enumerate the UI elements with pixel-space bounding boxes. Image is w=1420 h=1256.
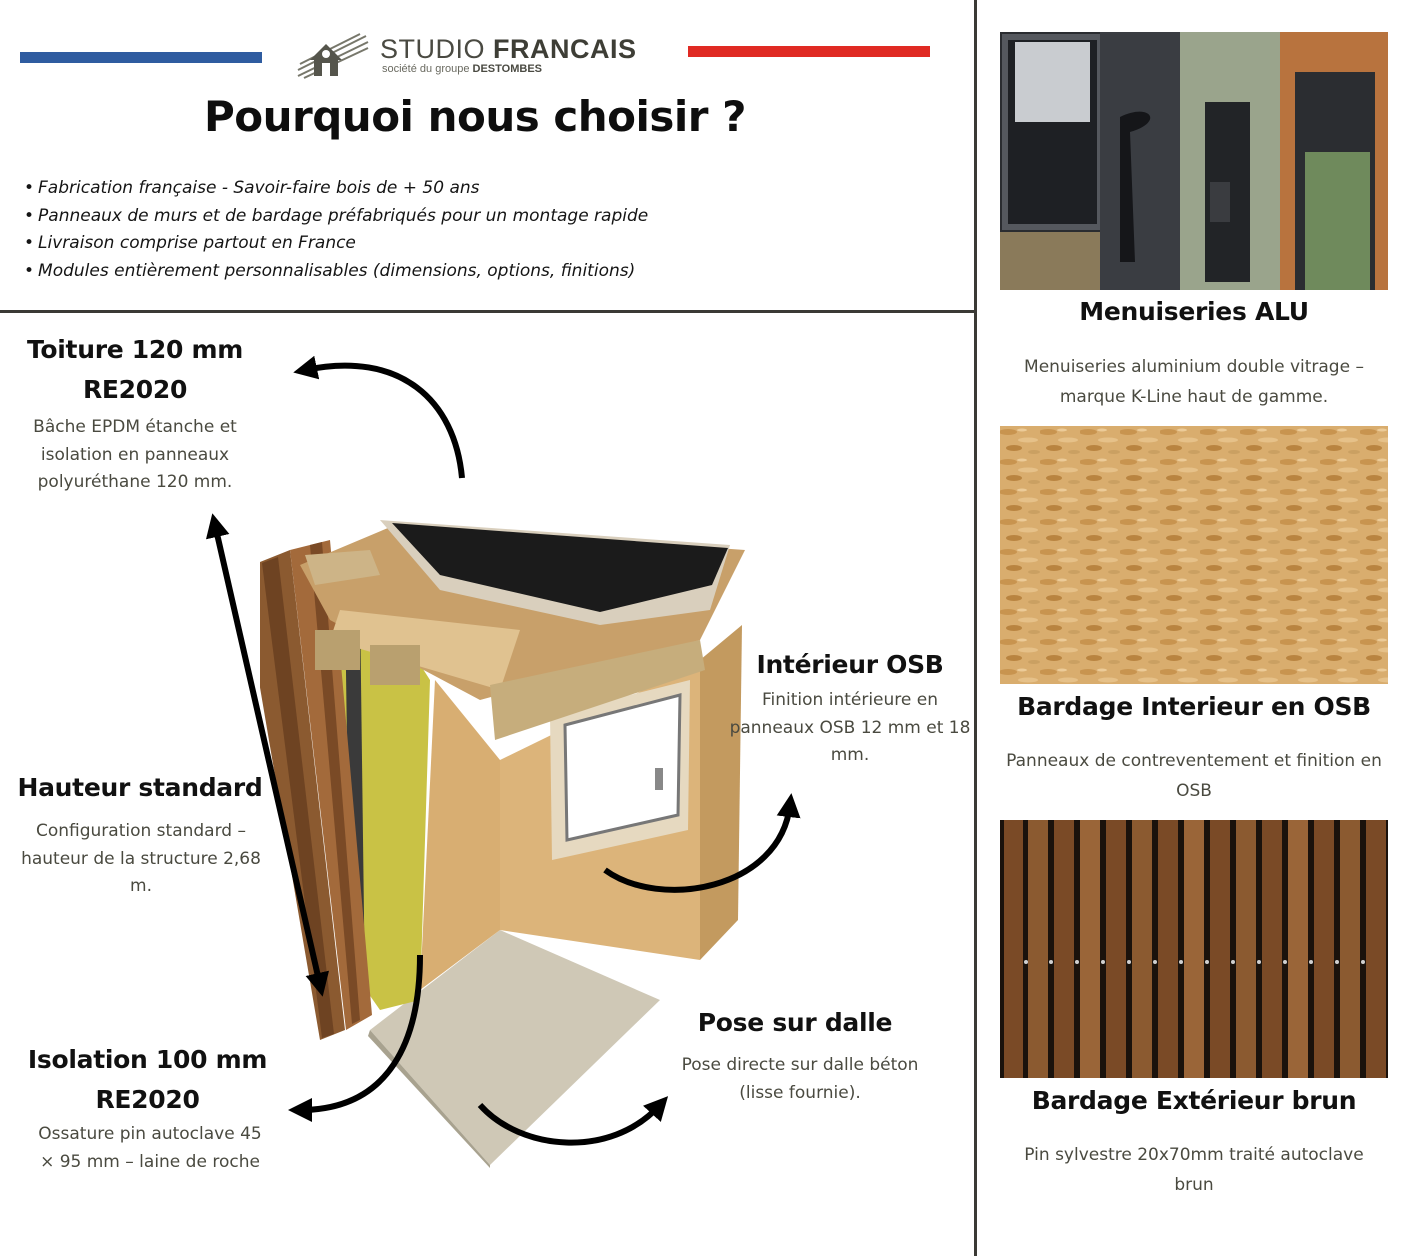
list-item: • Panneaux de murs et de bardage préfabriqués pour un montage rapide [24,205,649,226]
feature-title: Menuiseries ALU [1079,297,1309,326]
callout-isolation-title: Isolation 100 mm RE2020 [27,1045,268,1114]
aluminium-joinery-photo [1000,32,1388,290]
wood-cladding-photo [1000,820,1388,1078]
feature-description: Pin sylvestre 20x70mm traité autoclave brun [1024,1145,1364,1195]
callout-hauteur-text: Configuration standard – hauteur de la structure 2,68 m. [21,821,261,896]
arrow-pose [480,1105,660,1143]
list-item: • Fabrication française - Savoir-faire bois de + 50 ans [24,178,480,198]
arrow-toiture [305,366,462,478]
callout-hauteur-title: Hauteur standard [17,773,263,802]
osb-texture-photo [1000,426,1388,684]
callout-interieur-text: Finition intérieure en panneaux OSB 12 mm et 18 mm. [729,690,971,765]
feature-title: Bardage Interieur en OSB [1017,692,1371,721]
feature-title: Bardage Extérieur brun [1031,1086,1357,1115]
arrow-hauteur [215,525,320,985]
brand-tagline: société du groupe DESTOMBES [382,63,542,75]
callout-pose-text: Pose directe sur dalle béton (lisse fournie). [681,1055,919,1103]
list-item: • Modules entièrement personnalisables (dimensions, options, finitions) [24,260,636,281]
feature-description: Menuiseries aluminium double vitrage – marque K-Line haut de gamme. [1024,357,1364,407]
callout-interieur-title: Intérieur OSB [756,650,944,679]
feature-description: Panneaux de contreventement et finition en OSB [1006,751,1382,801]
callout-toiture-text: Bâche EPDM étanche et isolation en panneaux polyuréthane 120 mm. [33,417,237,492]
callout-isolation-text: Ossature pin autoclave 45 × 95 mm – laine de roche [38,1124,262,1172]
page-title: Pourquoi nous choisir ? [203,92,746,141]
arrow-interieur [605,805,790,890]
callout-toiture-title: Toiture 120 mm RE2020 [26,335,243,404]
brand-name: STUDIO FRANCAIS [380,34,637,64]
list-item: • Livraison comprise partout en France [24,233,356,253]
callout-pose-title: Pose sur dalle [697,1008,893,1037]
